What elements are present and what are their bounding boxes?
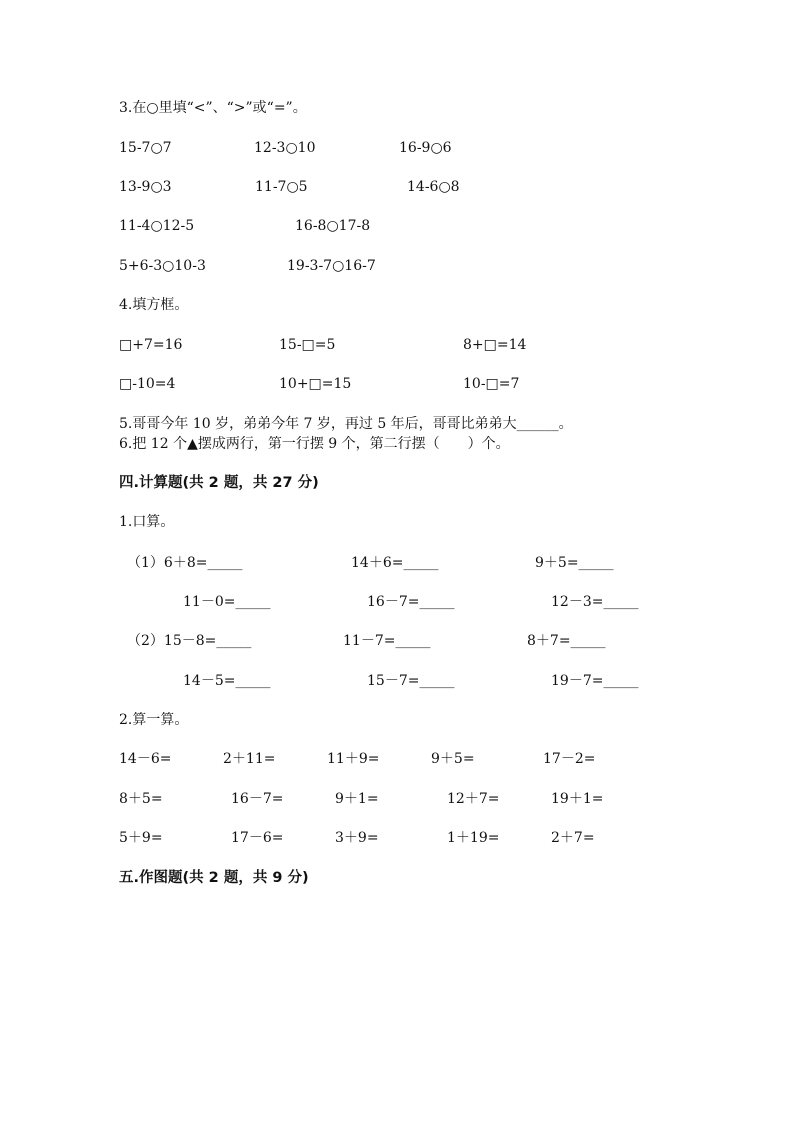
- oral-calc-item: 8＋7=_____: [527, 633, 606, 649]
- q6-text: 6.把 12 个▲摆成两行，第一行摆 9 个，第二行摆（ ）个。: [119, 436, 510, 452]
- q3-item: 11-7○5: [255, 179, 308, 195]
- calc-item: 19＋1=: [551, 791, 604, 807]
- oral-calc-item: 19－7=_____: [551, 673, 639, 689]
- q4-item: 15-□=5: [279, 337, 336, 353]
- calc-item: 12＋7=: [447, 791, 500, 807]
- calc-item: 14－6=: [119, 751, 172, 767]
- calc-item: 3＋9=: [335, 830, 379, 846]
- oral-calc-item: 9＋5=_____: [535, 555, 614, 571]
- oral-calc-item: 15－7=_____: [367, 673, 455, 689]
- q4-item: □+7=16: [119, 337, 183, 353]
- oral-calc-item: 16－7=_____: [367, 594, 455, 610]
- q3-title: 3.在○里填“<”、“>”或“=”。: [119, 100, 307, 116]
- q3-item: 13-9○3: [119, 179, 172, 195]
- q4-item: 10+□=15: [279, 376, 352, 392]
- q3-item: 16-9○6: [399, 140, 452, 156]
- section4-heading: 四.计算题(共 2 题，共 27 分): [119, 475, 319, 491]
- calc-item: 9＋5=: [431, 751, 475, 767]
- q4-item: □-10=4: [119, 376, 176, 392]
- q3-item: 11-4○12-5: [119, 218, 195, 234]
- q3-item: 15-7○7: [119, 140, 172, 156]
- calc-item: 1＋19=: [447, 830, 500, 846]
- calc-item: 2＋7=: [551, 830, 595, 846]
- oral-calc-item: 14－5=_____: [183, 673, 271, 689]
- q3-item: 19-3-7○16-7: [287, 258, 376, 274]
- q3-item: 14-6○8: [407, 179, 460, 195]
- calc-item: 16－7=: [231, 791, 284, 807]
- oral-calc-item: 12－3=_____: [551, 594, 639, 610]
- calc-item: 17－6=: [231, 830, 284, 846]
- oral-calc-item: （1）6＋8=_____: [127, 555, 243, 571]
- q4-item: 10-□=7: [463, 376, 520, 392]
- oral-calc-item: 14＋6=_____: [351, 555, 439, 571]
- section4-p2-title: 2.算一算。: [119, 712, 189, 728]
- q3-item: 5+6-3○10-3: [119, 258, 206, 274]
- oral-calc-item: （2）15－8=_____: [127, 633, 252, 649]
- q3-item: 12-3○10: [254, 140, 316, 156]
- section5-heading: 五.作图题(共 2 题，共 9 分): [119, 870, 309, 886]
- section4-p1-title: 1.口算。: [119, 514, 175, 530]
- q5-text: 5.哥哥今年 10 岁，弟弟今年 7 岁，再过 5 年后，哥哥比弟弟大______。: [119, 416, 573, 432]
- q4-item: 8+□=14: [463, 337, 527, 353]
- q4-title: 4.填方框。: [119, 297, 189, 313]
- calc-item: 5＋9=: [119, 830, 163, 846]
- calc-item: 8＋5=: [119, 791, 163, 807]
- calc-item: 11＋9=: [327, 751, 380, 767]
- calc-item: 9＋1=: [335, 791, 379, 807]
- oral-calc-item: 11－7=_____: [343, 633, 431, 649]
- oral-calc-item: 11－0=_____: [183, 594, 271, 610]
- calc-item: 2＋11=: [223, 751, 276, 767]
- q3-item: 16-8○17-8: [295, 218, 371, 234]
- calc-item: 17－2=: [543, 751, 596, 767]
